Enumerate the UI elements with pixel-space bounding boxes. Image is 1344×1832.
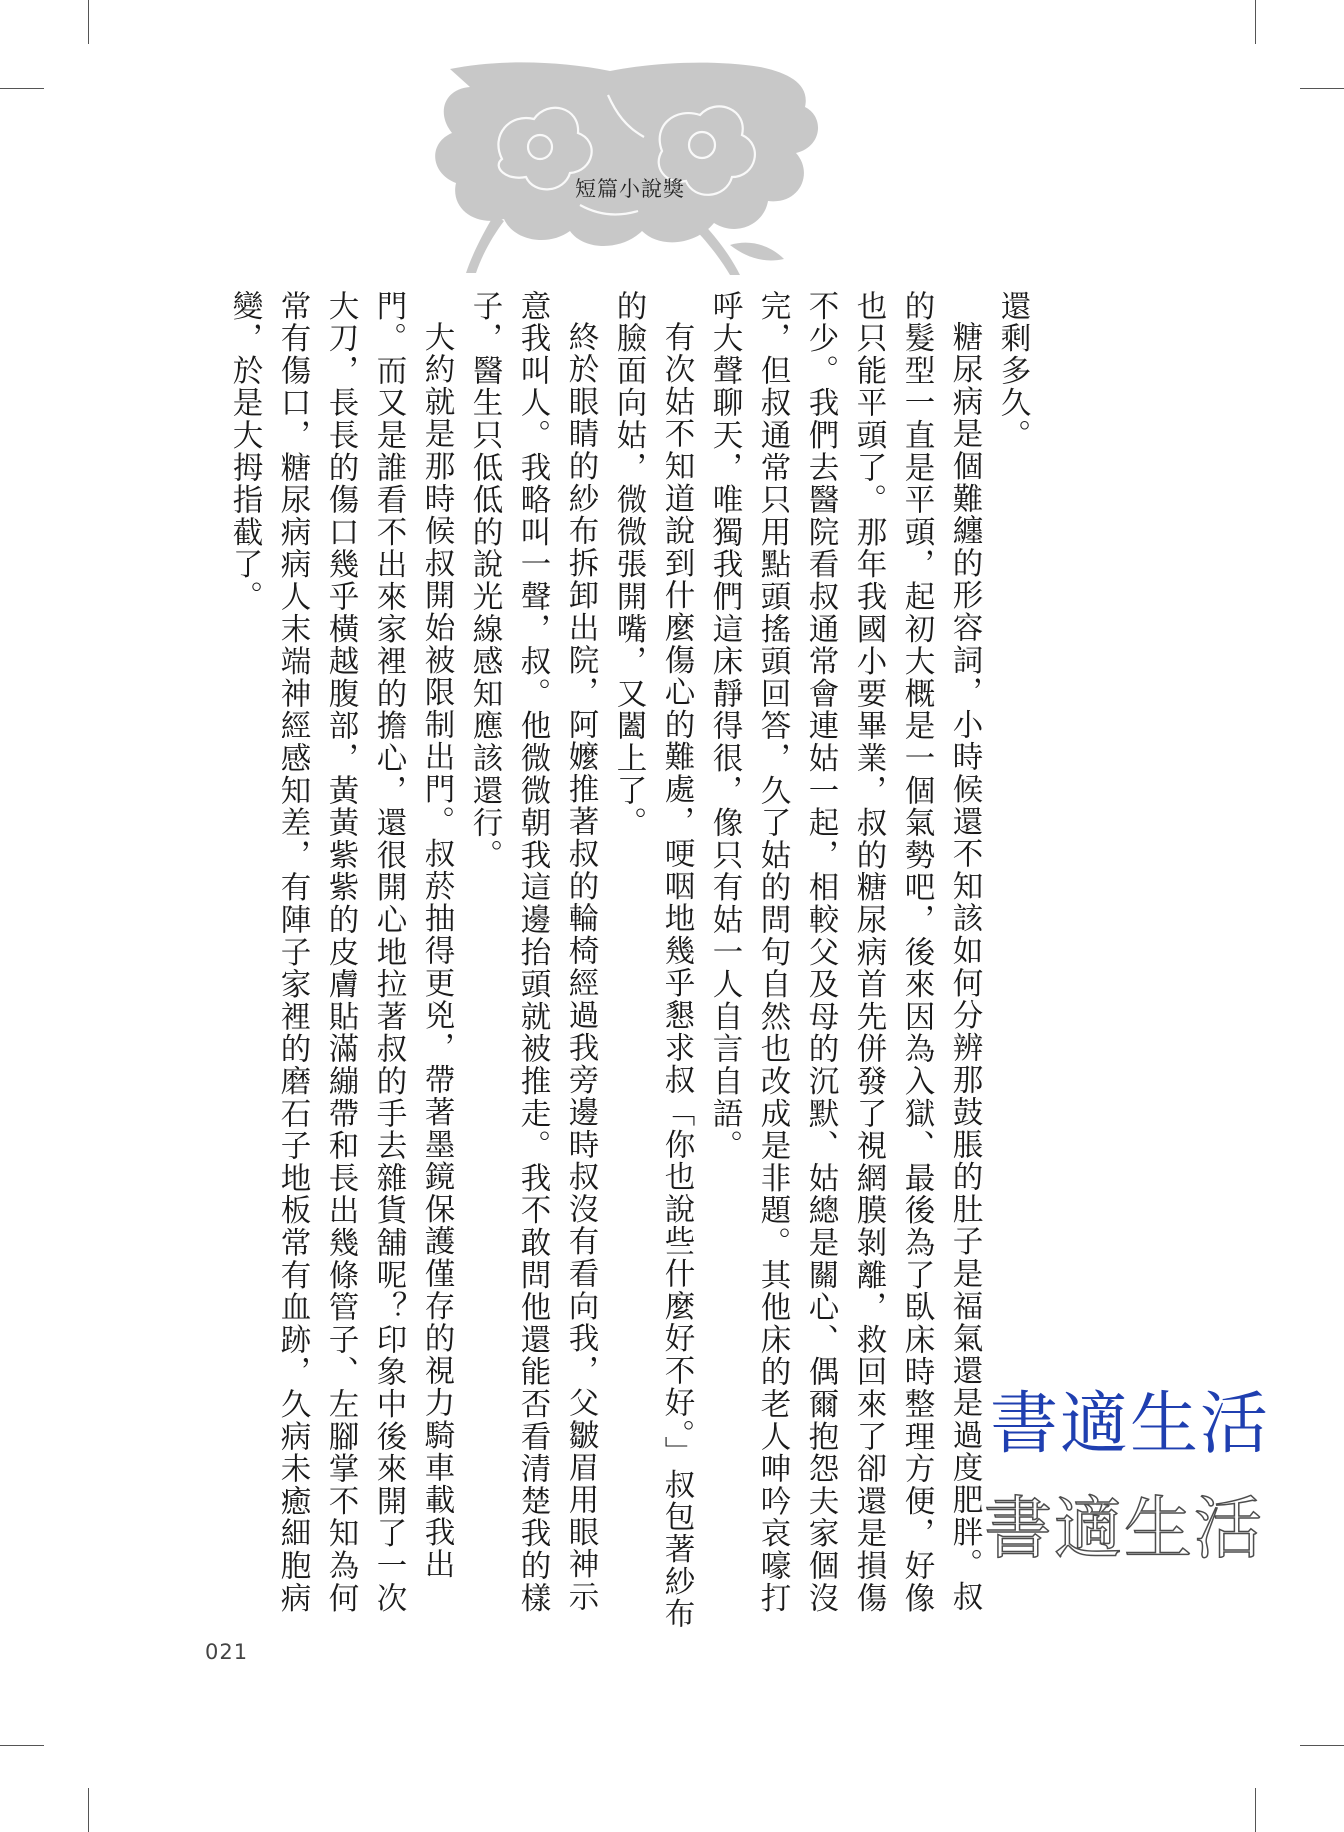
crop-mark-right-top — [1300, 88, 1344, 89]
watermark-secondary: 書適生活 — [984, 1490, 1265, 1569]
paragraph-4: 終於眼睛的紗布拆卸出院，阿嬤推著叔的輪椅經過我旁邊時叔沒有看向我，父皺眉用眼神示意我叫人。我略叫一聲，叔。他微微朝我這邊抬頭就被推走。我不敢問他還能否看清楚我的樣子，醫生只低低的說光線感知應該還行。 — [467, 290, 598, 1615]
article-body — [200, 290, 1036, 1630]
crop-mark-right-bottom — [1300, 1745, 1344, 1746]
crop-mark-left-top — [0, 88, 44, 89]
crop-mark-bottom-left — [88, 1788, 89, 1832]
crop-mark-top-left — [88, 0, 89, 44]
watermark-primary: 書適生活 — [990, 1385, 1271, 1464]
section-header — [430, 55, 830, 275]
section-title: 短篇小說獎 — [575, 177, 685, 201]
paragraph-3: 有次姑不知道說到什麼傷心的難處，哽咽地幾乎懇求叔「你也說些什麼好不好。」叔包著紗布的臉面向姑，微微張開嘴，又闔上了。 — [611, 290, 694, 1630]
paragraph-2: 糖尿病是個難纏的形容詞，小時候還不知該如何分辨那鼓脹的肚子是福氣還是過度肥胖。叔的髮型一直是平頭，起初大概是一個氣勢吧，後來因為入獄、最後為了臥床時整理方便，好像也只能平頭了。那年我國小要畢業，叔的糖尿病首先併發了視網膜剝離，救回來了卻還是損傷不少。我們去醫院看叔通常會連姑一起，相較父及母的沉默、姑總是關心、偶爾抱怨夫家個沒完，但叔通常只用點頭搖頭回答，久了姑的問句自然也改成是非題。其他床的老人呻吟哀嚎打呼大聲聊天，唯獨我們這床靜得很，像只有姑一人自言自語。 — [707, 290, 982, 1615]
paragraph-5: 大約就是那時候叔開始被限制出門。叔菸抽得更兇，帶著墨鏡保護僅存的視力騎車載我出門。而又是誰看不出來家裡的擔心，還很開心地拉著叔的手去雜貨舖呢？印象中後來開了一次大刀，長長的傷口幾乎橫越腹部，黃黃紫紫的皮膚貼滿繃帶和長出幾條管子、左腳掌不知為何常有傷口，糖尿病病人末端神經感知差，有陣子家裡的磨石子地板常有血跡，久病未癒細胞病變，於是大拇指截了。 — [227, 290, 454, 1615]
crop-mark-bottom-right — [1255, 1788, 1256, 1832]
page-number: 021 — [205, 1640, 249, 1664]
paragraph-1: 還剩多久。 — [995, 290, 1030, 452]
floral-ornament — [430, 55, 830, 275]
crop-mark-top-right — [1255, 0, 1256, 44]
crop-mark-left-bottom — [0, 1745, 44, 1746]
